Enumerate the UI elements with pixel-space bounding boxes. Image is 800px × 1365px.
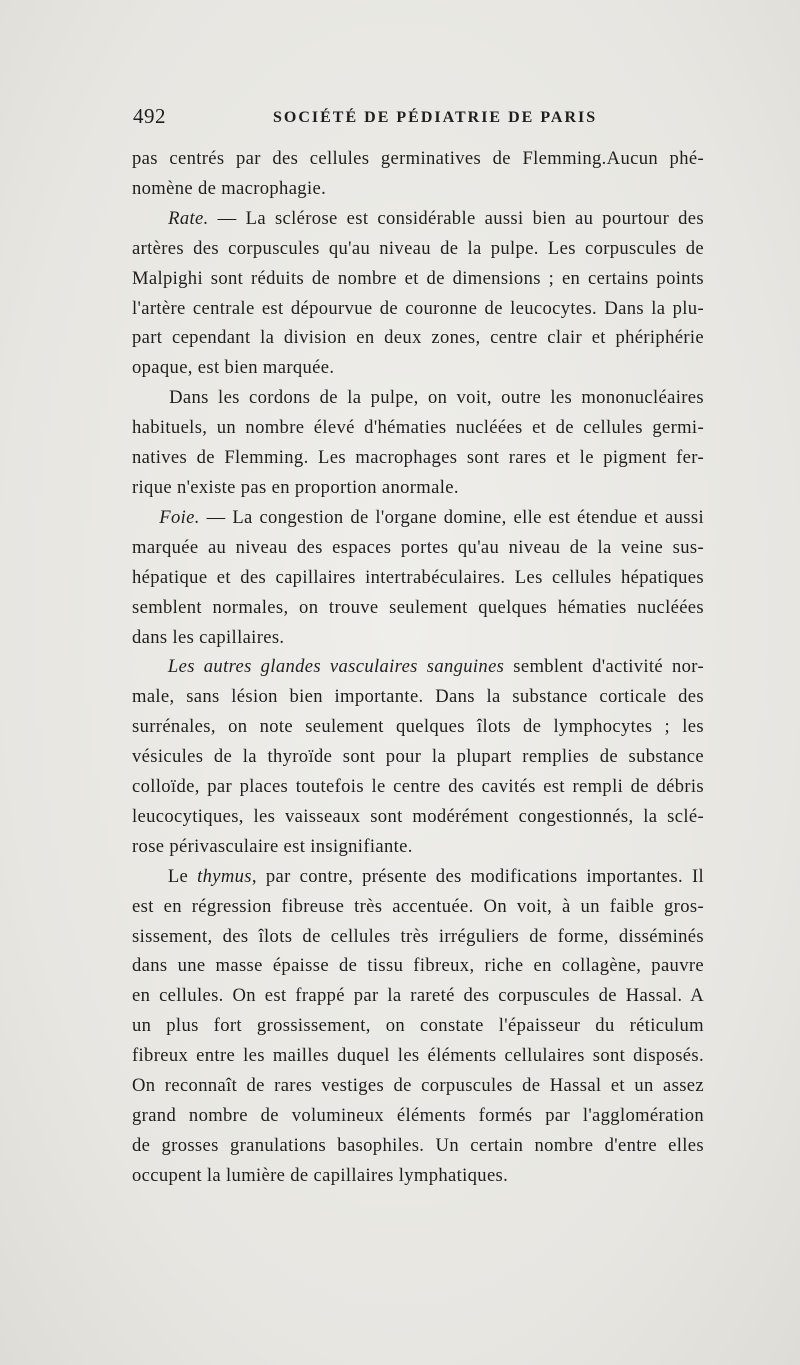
text-line: marquée au niveau des espaces portes qu'au niveau de la veine sus- [132,536,704,558]
text-line: semblent normales, on trouve seulement quelques hématies nucléées [132,596,704,618]
text-line: rose périvasculaire est insignifiante. [132,835,413,857]
text-line: dans une masse épaisse de tissu fibreux, riche en collagène, pauvre [132,955,704,977]
text-line: dans les capillaires. [132,626,285,648]
text-line: fibreux entre les mailles duquel les éléments cellulaires sont disposés. [132,1045,704,1067]
text-line: rique n'existe pas en proportion anormale. [132,476,459,498]
text-line: surrénales, on note seulement quelques îlots de lymphocytes ; les [132,716,704,738]
text-line: vésicules de la thyroïde sont pour la plupart remplies de substance [132,746,704,768]
text-line: leucocytiques, les vaisseaux sont modérément congestionnés, la sclé- [132,805,704,827]
paragraph-foie [132,503,704,653]
text-line: Rate. — La sclérose est considérable aussi bien au pourtour des [168,207,704,229]
text-line: male, sans lésion bien importante. Dans la substance corticale des [132,686,704,708]
text-line: hépatique et des capillaires intertrabéculaires. Les cellules hépatiques [132,566,704,588]
text-line: part cependant la division en deux zones, centre clair et phériphérie [132,327,704,349]
section-lead-glandes: Les autres glandes vasculaires sanguines [167,656,505,678]
text-line: Foie. — La congestion de l'organe domine, elle est étendue et aussi [159,506,704,528]
text-line: Dans les cordons de la pulpe, on voit, outre les mononucléaires [169,387,704,409]
text-line: pas centrés par des cellules germinatives de Flemming.Aucun phé- [132,148,704,169]
text-line: habituels, un nombre élevé d'hématies nucléées et de cellules germi- [132,417,704,439]
paragraph-cordons [132,383,704,503]
text-line: colloïde, par places toutefois le centre des cavités est rempli de débris [132,776,704,798]
text-line: artères des corpuscules qu'au niveau de la pulpe. Les corpuscules de [132,237,704,259]
text-line: l'artère centrale est dépourvue de couronne de leucocytes. Dans la plu- [132,297,704,319]
text-line: grand nombre de volumineux éléments formés par l'agglomération [132,1105,704,1126]
text-line: nomène de macrophagie. [132,177,327,199]
text-line: un plus fort grossissement, on constate l'épaisseur du réticulum [132,1015,704,1037]
page-number: 492 [133,104,166,128]
paragraph-thymus [132,862,704,1191]
running-title: SOCIÉTÉ DE PÉDIATRIE DE PARIS [273,109,598,126]
section-lead-thymus: thymus [197,865,252,887]
text-line: sissement, des îlots de cellules très irréguliers de forme, disséminés [132,925,704,947]
paragraph-continuation [132,144,704,204]
text-line: en cellules. On est frappé par la rareté des corpuscules de Hassal. A [132,985,704,1007]
text-line: de grosses granulations basophiles. Un certain nombre d'entre elles [132,1134,704,1156]
page-header [133,104,703,134]
text-line: natives de Flemming. Les macrophages sont rares et le pigment fer- [132,447,704,469]
text-line: est en régression fibreuse très accentuée. On voit, à un faible gros- [132,895,704,917]
text-line: opaque, est bien marquée. [132,357,335,379]
text-line: Les autres glandes vasculaires sanguines semblent d'activité nor- [167,656,705,678]
text-line: Le thymus, par contre, présente des modifications importantes. Il [167,865,705,887]
section-lead-foie: Foie. [159,506,200,528]
body-text [132,144,704,1191]
text-line: Malpighi sont réduits de nombre et de dimensions ; en certains points [132,267,704,289]
text-line: On reconnaît de rares vestiges de corpuscules de Hassal et un assez [132,1075,704,1097]
paragraph-rate [132,204,704,383]
section-lead-rate: Rate. [168,207,209,229]
paragraph-glandes [132,652,704,861]
text-line: occupent la lumière de capillaires lymphatiques. [132,1164,509,1186]
